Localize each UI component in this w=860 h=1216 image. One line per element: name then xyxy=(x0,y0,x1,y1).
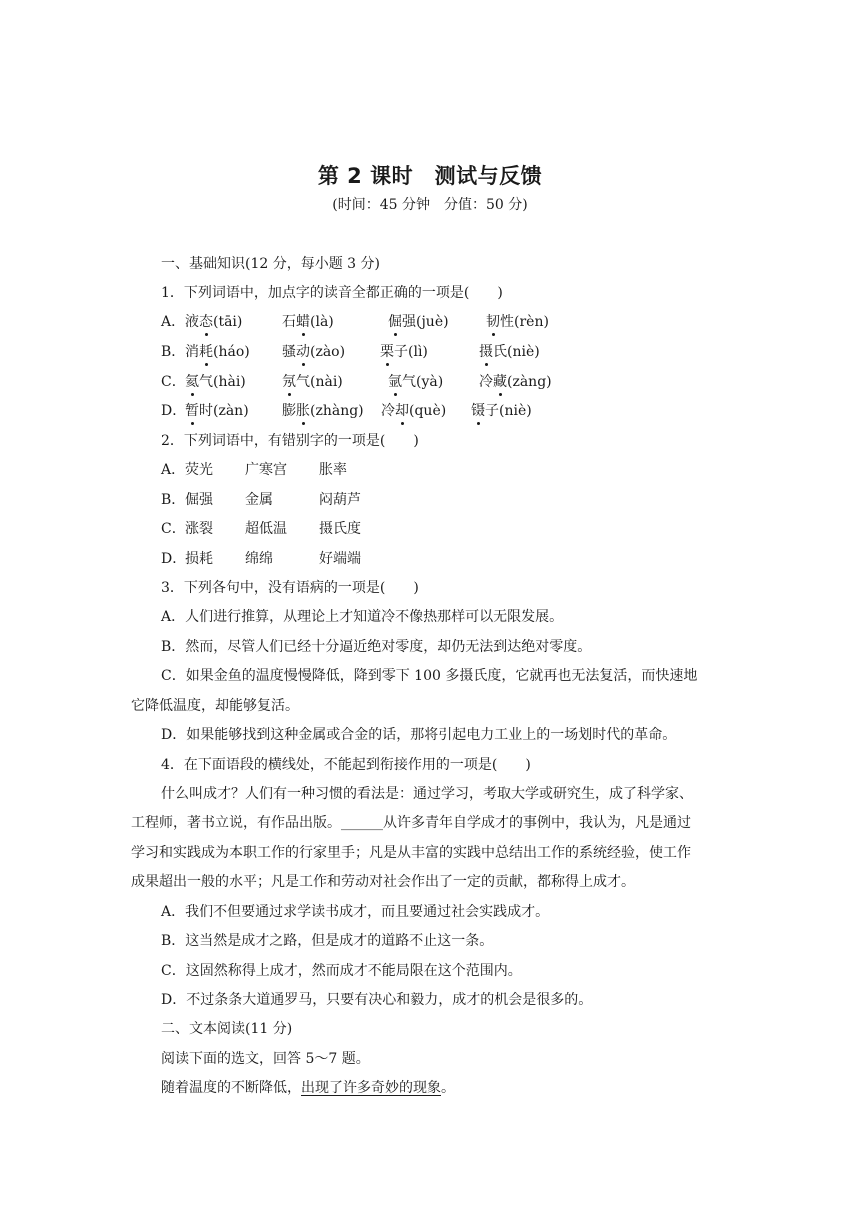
option-label: C． xyxy=(161,521,186,537)
option-word: 冷却(què) xyxy=(381,403,447,419)
section-heading-basic: 一、基础知识(12 分，每小题 3 分) xyxy=(161,256,380,272)
option-word: 摄氏(niè) xyxy=(479,344,540,360)
option-word: 氩气(yà) xyxy=(388,374,444,390)
page-title: 第 2 课时 测试与反馈 xyxy=(317,164,543,188)
question-3-stem: 3．下列各句中，没有语病的一项是( ) xyxy=(161,580,419,596)
option-word: 金属 xyxy=(245,492,273,508)
option-word: 冷藏(zàng) xyxy=(479,374,552,390)
passage-line: 工程师，著书立说，有作品出版。______从许多青年自学成才的事例中，我认为，凡是通过 xyxy=(131,815,691,831)
option-word: 荧光 xyxy=(185,462,213,478)
option-word: 石蜡(là) xyxy=(282,314,334,330)
question-4-option-b: B．这当然是成才之路，但是成才的道路不止这一条。 xyxy=(161,933,494,949)
page-subtitle: (时间：45 分钟 分值：50 分) xyxy=(332,197,528,213)
option-word: 胀率 xyxy=(319,462,347,478)
option-label: C． xyxy=(161,374,186,390)
option-word: 镊子(niè) xyxy=(471,403,532,419)
option-word: 氦气(hài) xyxy=(185,374,246,390)
passage-line: 学习和实践成为本职工作的行家里手；凡是从丰富的实践中总结出工作的系统经验，使工作 xyxy=(131,845,691,861)
option-word: 氖气(nài) xyxy=(282,374,343,390)
option-label: B． xyxy=(161,344,186,360)
option-word: 韧性(rèn) xyxy=(486,314,549,330)
option-label: D． xyxy=(161,551,187,567)
question-1-stem: 1．下列词语中，加点字的读音全都正确的一项是( ) xyxy=(161,285,503,301)
reading-passage-line xyxy=(161,1078,455,1098)
option-word: 好端端 xyxy=(319,551,361,567)
question-4-option-a: A．我们不但要通过求学读书成才，而且要通过社会实践成才。 xyxy=(161,904,550,920)
passage-line: 成果超出一般的水平；凡是工作和劳动对社会作出了一定的贡献，都称得上成才。 xyxy=(131,874,635,890)
question-4-stem: 4．在下面语段的横线处，不能起到衔接作用的一项是( ) xyxy=(161,757,531,773)
question-3-option-c: C．如果金鱼的温度慢慢降低，降到零下 100 多摄氏度，它就再也无法复活，而快速地 xyxy=(161,668,698,684)
option-word: 超低温 xyxy=(245,521,287,537)
passage-text: 。 xyxy=(441,1080,455,1096)
option-word: 闷葫芦 xyxy=(319,492,361,508)
option-label: A． xyxy=(161,314,186,330)
option-word: 倔强(juè) xyxy=(388,314,449,330)
question-4-option-c: C．这固然称得上成才，然而成才不能局限在这个范围内。 xyxy=(161,963,522,979)
option-word: 暂时(zàn) xyxy=(185,403,249,419)
option-word: 倔强 xyxy=(185,492,213,508)
question-3-option-d: D．如果能够找到这种金属或合金的话，那将引起电力工业上的一场划时代的革命。 xyxy=(161,727,677,743)
reading-instruction: 阅读下面的选文，回答 5～7 题。 xyxy=(161,1051,370,1067)
question-3-option-a: A．人们进行推算，从理论上才知道冷不像热那样可以无限发展。 xyxy=(161,609,564,625)
question-3-option-c-cont: 它降低温度，却能够复活。 xyxy=(131,698,299,714)
option-word: 骚动(zào) xyxy=(282,344,346,360)
option-word: 广寒宫 xyxy=(245,462,287,478)
passage-text: 随着温度的不断降低， xyxy=(161,1080,301,1096)
option-word: 消耗(háo) xyxy=(185,344,250,360)
option-word: 涨裂 xyxy=(185,521,213,537)
option-word: 绵绵 xyxy=(245,551,273,567)
question-3-option-b: B．然而，尽管人们已经十分逼近绝对零度，却仍无法到达绝对零度。 xyxy=(161,639,592,655)
passage-line: 什么叫成才？人们有一种习惯的看法是：通过学习，考取大学或研究生，成了科学家、 xyxy=(161,786,693,802)
option-word: 摄氏度 xyxy=(319,521,361,537)
question-2-stem: 2．下列词语中，有错别字的一项是( ) xyxy=(161,433,419,449)
option-word: 液态(tāi) xyxy=(185,314,243,330)
option-word: 损耗 xyxy=(185,551,213,567)
option-label: B． xyxy=(161,492,186,508)
underlined-phrase: 出现了许多奇妙的现象 xyxy=(301,1080,441,1096)
option-word: 膨胀(zhàng) xyxy=(282,403,364,419)
question-4-option-d: D．不过条条大道通罗马，只要有决心和毅力，成才的机会是很多的。 xyxy=(161,992,593,1008)
option-label: A． xyxy=(161,462,186,478)
option-word: 栗子(lì) xyxy=(380,344,428,360)
option-label: D． xyxy=(161,403,187,419)
section-heading-reading: 二、文本阅读(11 分) xyxy=(161,1021,293,1037)
